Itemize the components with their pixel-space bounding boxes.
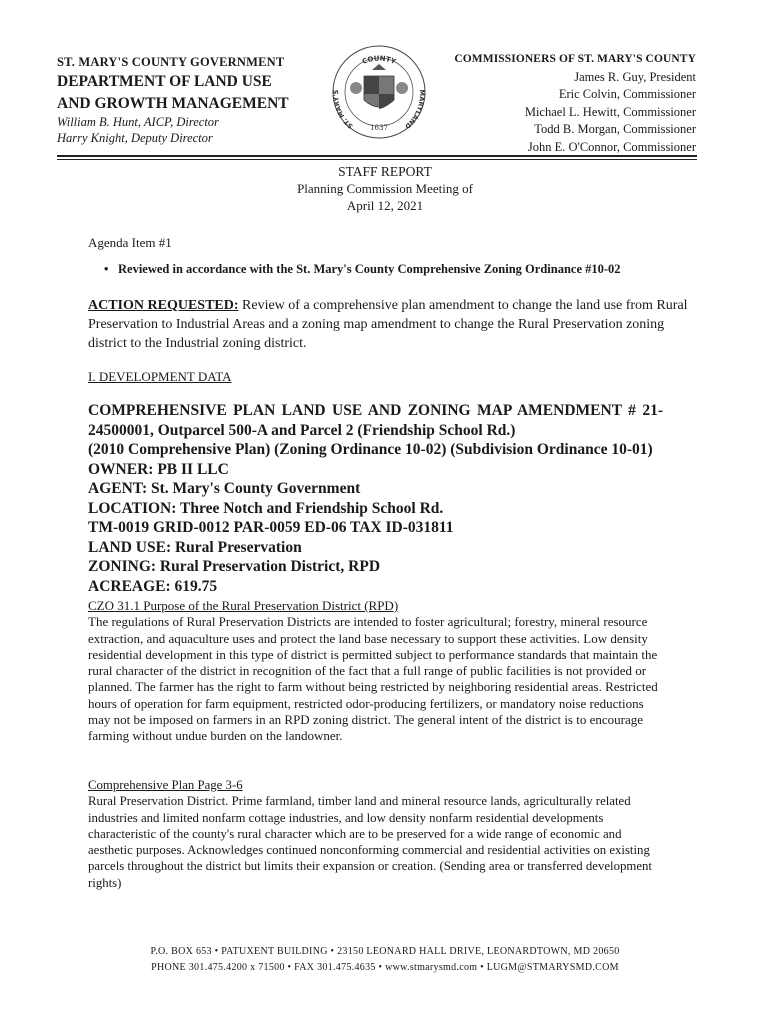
commissioner: James R. Guy, President bbox=[574, 69, 696, 84]
comp-plan-heading: Comprehensive Plan Page 3-6 bbox=[88, 778, 243, 792]
action-requested bbox=[88, 296, 688, 353]
review-bullet bbox=[104, 262, 621, 277]
agency-name: ST. MARY'S COUNTY GOVERNMENT bbox=[57, 55, 285, 69]
amendment-title-line-2: 24500001, Outparcel 500-A and Parcel 2 (Friendship School Rd.) bbox=[88, 421, 516, 439]
department-line-1: DEPARTMENT OF LAND USE bbox=[57, 73, 272, 90]
director-name: William B. Hunt, AICP, Director bbox=[57, 115, 219, 129]
report-title: STAFF REPORT bbox=[338, 164, 432, 179]
commissioner: John E. O'Connor, Commissioner bbox=[527, 139, 696, 154]
commissioner: Todd B. Morgan, Commissioner bbox=[534, 122, 696, 136]
action-requested-text: Review of a comprehensive plan amendment to change the land use from Rural Preservation to Industrial Areas and a zoning map amendment to change the Rural Preservation zoning district to the Industrial zoning district. bbox=[88, 298, 688, 351]
tax-map-id: TM-0019 GRID-0012 PAR-0059 ED-06 TAX ID-031811 bbox=[88, 519, 454, 536]
location: LOCATION: Three Notch and Friendship School Rd. bbox=[88, 499, 444, 517]
footer-address: P.O. BOX 653 • PATUXENT BUILDING • 23150 LEONARD HALL DRIVE, LEONARDTOWN, MD 20650 bbox=[150, 946, 620, 957]
seal-left-text: ST. MARY'S bbox=[331, 89, 355, 131]
svg-text:ST. MARY'S bbox=[332, 89, 355, 130]
department-line-2: AND GROWTH MANAGEMENT bbox=[57, 95, 289, 112]
agency-header bbox=[57, 55, 317, 146]
seal-right-text: MARYLAND bbox=[403, 89, 427, 131]
comp-plan-section bbox=[88, 777, 668, 891]
bullet-icon: • bbox=[104, 262, 109, 276]
address-footer bbox=[0, 944, 770, 976]
meeting-label: Planning Commission Meeting of bbox=[297, 181, 473, 196]
comp-plan-text: Rural Preservation District. Prime farmland, timber land and mineral resource lands, agriculturally related industries and limited nonfarm cottage industries, and low density nonfarm residential developments characteristic of the county's rural character which are to be preserved for a wide range of economic and aesthetic purposes. Acknowledges continued nonconforming commercial and residential activities on existing parcels throughout the district but limits their expansion or creation. (Sending area or transferred development rights) bbox=[88, 794, 652, 890]
land-use: LAND USE: Rural Preservation bbox=[88, 538, 302, 556]
deputy-director-name: Harry Knight, Deputy Director bbox=[57, 131, 213, 145]
county-seal-icon bbox=[320, 42, 438, 142]
header-rule-thick bbox=[57, 155, 697, 157]
agent: AGENT: St. Mary's County Government bbox=[88, 480, 361, 497]
commissioner: Michael L. Hewitt, Commissioner bbox=[524, 104, 696, 119]
development-facts bbox=[88, 401, 688, 596]
review-bullet-text: Reviewed in accordance with the St. Mary's County Comprehensive Zoning Ordinance #10-02 bbox=[118, 262, 621, 276]
seal-top-text: COUNTY bbox=[361, 54, 397, 66]
development-data-heading: I. DEVELOPMENT DATA bbox=[88, 369, 232, 384]
seal-year: 1637 bbox=[370, 124, 388, 132]
czo-section bbox=[88, 598, 668, 745]
footer-contact: PHONE 301.475.4200 x 71500 • FAX 301.475.4635 • www.stmarysmd.com • LUGM@STMARYSMD.COM bbox=[151, 962, 619, 973]
governing-plans: (2010 Comprehensive Plan) (Zoning Ordinance 10-02) (Subdivision Ordinance 10-01) bbox=[88, 441, 653, 458]
meeting-date: April 12, 2021 bbox=[346, 198, 424, 213]
amendment-title-line-1: COMPREHENSIVE PLAN LAND USE AND ZONING MAP AMENDMENT # 21- bbox=[88, 402, 663, 419]
owner: OWNER: PB II LLC bbox=[88, 460, 229, 478]
header-rule-thin bbox=[57, 159, 697, 160]
svg-text:MARYLAND bbox=[403, 89, 426, 130]
zoning: ZONING: Rural Preservation District, RPD bbox=[88, 558, 381, 575]
acreage: ACREAGE: 619.75 bbox=[88, 577, 218, 595]
commissioners-block bbox=[446, 51, 696, 156]
commissioners-title: COMMISSIONERS OF ST. MARY'S COUNTY bbox=[454, 53, 696, 65]
report-title-block bbox=[0, 163, 770, 214]
action-requested-label: ACTION REQUESTED: bbox=[88, 298, 239, 313]
czo-text: The regulations of Rural Preservation Districts are intended to foster agricultural; forestry, mineral resource extraction, and aquaculture uses and protect the land base necessary to support these activities. Low density residential development in this type of district is permitted subject to performance standards that maintain the rural character of the district in recognition of the fact that a full range of public facilities is not provided or planned. The farmer has the right to farm without being restricted by neighboring residential areas. Restricted hours of operation for farm equipment, restricted odor-producing fertilizers, or mandatory noise reductions may not be imposed on farmers in an RPD zoning district. The general intent of the district is to encourage farming without undue burden on the landowner. bbox=[88, 614, 658, 744]
commissioner: Eric Colvin, Commissioner bbox=[558, 87, 696, 101]
czo-heading: CZO 31.1 Purpose of the Rural Preservation District (RPD) bbox=[88, 598, 399, 613]
agenda-item: Agenda Item #1 bbox=[88, 235, 172, 250]
